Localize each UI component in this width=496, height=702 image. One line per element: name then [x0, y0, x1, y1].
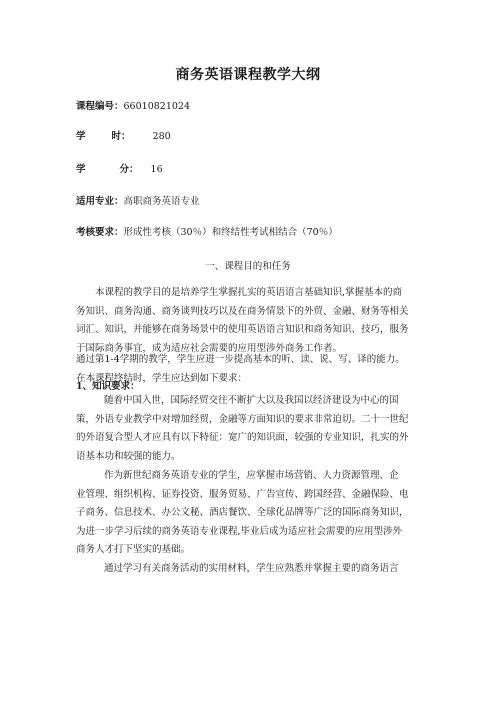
paragraph-line: 子商务、信息技术、办公文秘、酒店餐饮、全球化品牌等广泛的国际商务知识， [76, 507, 409, 518]
paragraph-knowledge [76, 392, 422, 466]
assessment-row [76, 226, 338, 240]
hours-label-a: 学 [76, 131, 86, 142]
paragraph-line: 商务人才打下坚实的基础。 [76, 544, 191, 555]
course-code-row [76, 100, 190, 114]
assessment-label: 考核要求： [76, 227, 124, 238]
paragraph-line: 在本课程终结时，学生应达到如下要求： [76, 372, 248, 384]
paragraph-line: 语基本功和较强的能力。 [76, 450, 181, 462]
paragraph-line: 作为新世纪商务英语专业的学生，应掌握市场营销、人力资源管理、企 [104, 470, 399, 481]
credits-row [76, 163, 163, 177]
paragraph-line: 通过学习有关商务活动的实用材料，学生应熟悉并掌握主要的商务语言 [104, 563, 399, 574]
paragraph-line: 务知识、商务沟通、商务谈判技巧以及在商务情景下的外贸、金融、财务等相关 [76, 305, 409, 317]
paragraph-business-knowledge [76, 467, 422, 560]
credits-label-b: 分： [119, 164, 139, 175]
course-code-value: 66010821024 [123, 101, 191, 112]
credits-value: 16 [150, 164, 163, 175]
paragraph-line: 策，外语专业教学中对增加经贸，金融等方面知识的要求非常迫切。二十一世纪 [76, 413, 409, 425]
paragraph-purpose [76, 284, 422, 358]
hours-row [76, 130, 171, 144]
major-value: 高职商务英语专业 [123, 196, 200, 207]
paragraph-line: 随着中国入世，国际经贸交往不断扩大以及我国以经济建设为中心的国 [104, 395, 399, 406]
major-row [76, 195, 200, 209]
subheading-knowledge: 1、知识要求： [76, 381, 140, 392]
paragraph-line: 的外语复合型人才应具有以下特征：宽广的知识面，较强的专业知识，扎实的外 [76, 432, 409, 443]
paragraph-line: 通过第1-4学期的教学，学生应进一步提高基本的听、读、说、写、译的能力。 [76, 354, 405, 365]
document-title: 商务英语课程教学大纲 [175, 67, 321, 83]
paragraph-line: 本课程的教学目的是培养学生掌握扎实的英语语言基础知识,掌握基本的商 [95, 287, 403, 298]
hours-value: 280 [152, 131, 171, 142]
course-code-label: 课程编号： [76, 101, 124, 112]
major-label: 适用专业： [76, 196, 124, 207]
paragraph-line: 为进一步学习后续的商务英语专业课程,毕业后成为适应社会需要的应用型涉外 [76, 525, 403, 537]
paragraph-line: 于国际商务事宜，成为适应社会需要的应用型涉外商务工作者。 [76, 342, 343, 354]
credits-label-a: 学 [76, 164, 86, 175]
assessment-value: 形成性考核（30％）和终结性考试相结合（70％） [123, 227, 338, 238]
section-heading: 一、课程目的和任务 [205, 261, 291, 272]
paragraph-practical-materials [76, 560, 422, 579]
paragraph-line: 业管理、组织机构、证券投资、服务贸易、广告宣传、跨国经营、金融保险、电 [76, 488, 409, 500]
hours-label-b: 时： [111, 131, 131, 142]
paragraph-line: 词汇、知识，并能够在商务场景中的使用英语语言知识和商务知识、技巧，服务 [76, 324, 409, 335]
